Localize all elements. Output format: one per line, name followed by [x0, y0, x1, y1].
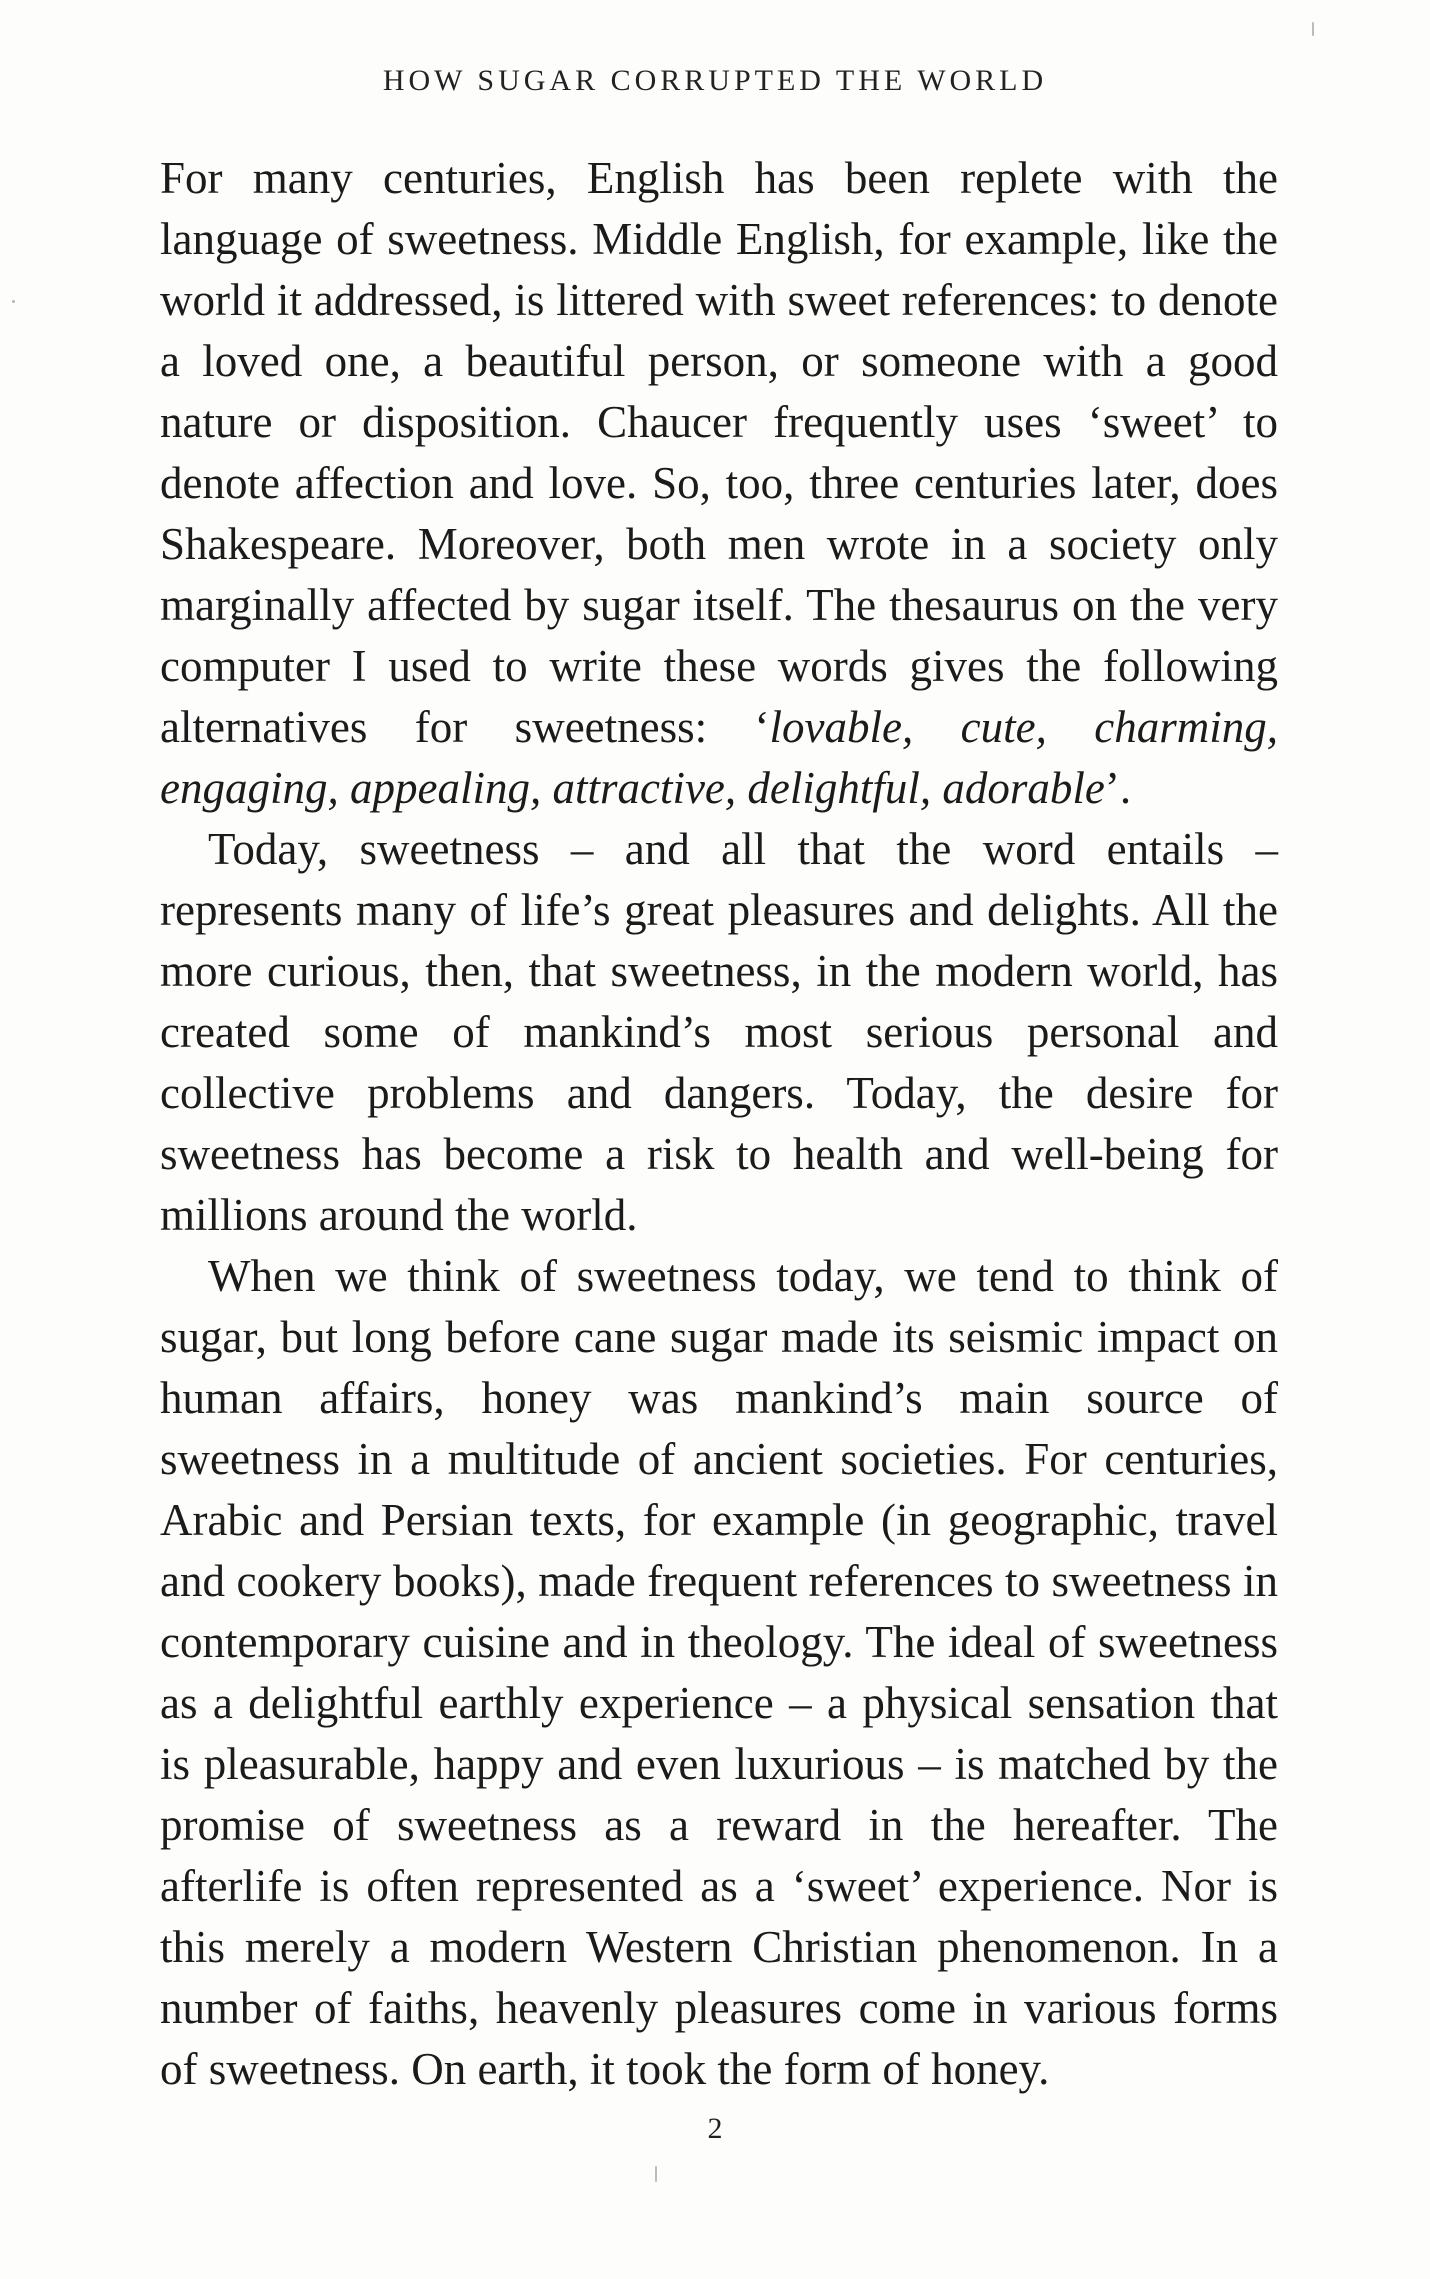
- body-text: [160, 148, 1278, 2100]
- paragraph-1-text: For many centuries, English has been replete with the language of sweetness. Middle English, for example, like the world it addressed, is littered with sweet references: to denote a loved one, a beautiful person, or someone with a good nature or disposition. Chaucer frequently uses ‘sweet’ to denote affection and love. So, too, three centuries later, does Shakespeare. Moreover, both men wrote in a society only marginally affected by sugar itself. The thesaurus on the very computer I used to write these words gives the following alternatives for sweetness: ‘: [160, 153, 1278, 752]
- paragraph-1: [160, 148, 1278, 819]
- paragraph-2: Today, sweetness – and all that the word entails – represents many of life’s great pleasures and delights. All the more curious, then, that sweetness, in the modern world, has created some of mankind’s most serious personal and collective problems and dangers. Today, the desire for sweetness has become a risk to health and well-being for millions around the world.: [160, 824, 1278, 1240]
- paragraph-1-italic: lovable, cute, charming, engaging, appealing, attractive, delightful, adorable: [160, 702, 1278, 813]
- paragraph-3: When we think of sweetness today, we tend to think of sugar, but long before cane sugar made its seismic impact on human affairs, honey was mankind’s main source of sweetness in a multitude of ancient societies. For centuries, Arabic and Persian texts, for example (in geographic, travel and cookery books), made frequent references to sweetness in contemporary cuisine and in theology. The ideal of sweetness as a delightful earthly experience – a physical sensation that is pleasurable, happy and even luxurious – is matched by the promise of sweetness as a reward in the hereafter. The afterlife is often represented as a ‘sweet’ experience. Nor is this merely a modern Western Christian phenomenon. In a number of faiths, heavenly pleasures come in various forms of sweetness. On earth, it took the form of honey.: [160, 1251, 1278, 2094]
- page-number: 2: [707, 2112, 723, 2145]
- scan-speck: [1312, 22, 1314, 36]
- paragraph-1-text-end: ’.: [1104, 763, 1132, 813]
- scan-speck: [655, 2166, 657, 2182]
- scan-speck: [12, 300, 15, 303]
- running-head: HOW SUGAR CORRUPTED THE WORLD: [382, 64, 1048, 97]
